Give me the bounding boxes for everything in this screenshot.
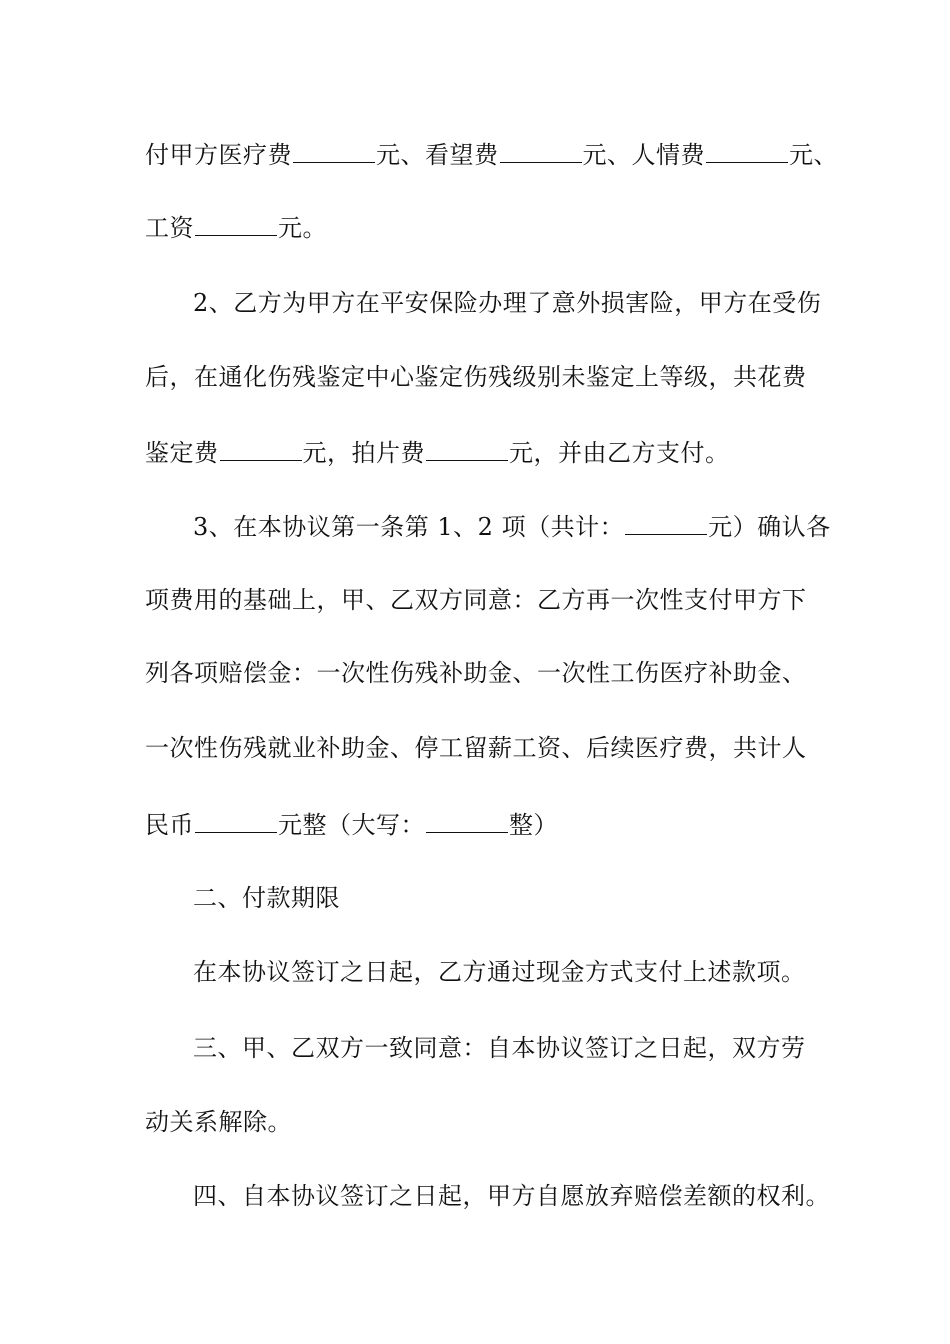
text-segment: 工资: [145, 214, 194, 242]
text-segment: 在本协议签订之日起，乙方通过现金方式支付上述款项。: [193, 958, 806, 986]
text-segment: 付甲方医疗费: [145, 141, 292, 169]
text-segment: 元。: [278, 214, 327, 242]
fill-in-blank: [625, 510, 707, 535]
paragraph-line: [193, 510, 831, 542]
paragraph-line: [145, 585, 807, 615]
text-segment: 鉴定费: [145, 439, 219, 467]
text-segment: 元、人情费: [582, 141, 705, 169]
text-segment: 动关系解除。: [145, 1108, 292, 1136]
text-segment: 一次性伤残就业补助金、停工留薪工资、后续医疗费，共计人: [145, 734, 807, 762]
text-segment: 元、看望费: [376, 141, 499, 169]
fill-in-blank: [500, 138, 582, 163]
text-segment: 元，并由乙方支付。: [509, 439, 730, 467]
fill-in-blank: [426, 808, 508, 833]
text-segment: 2、乙方为甲方在平安保险办理了意外损害险，甲方在受伤: [193, 289, 822, 317]
text-segment: 列各项赔偿金：一次性伤残补助金、一次性工伤医疗补助金、: [145, 659, 807, 687]
text-segment: 元、: [789, 141, 838, 169]
fill-in-blank: [426, 436, 508, 461]
paragraph-line: [145, 138, 838, 170]
text-segment: 元）确认各: [708, 513, 831, 541]
paragraph-line: [193, 1033, 806, 1063]
paragraph-line: [193, 957, 806, 987]
fill-in-blank: [195, 808, 277, 833]
paragraph-line: [145, 436, 730, 468]
text-segment: 后，在通化伤残鉴定中心鉴定伤残级别未鉴定上等级，共花费: [145, 363, 807, 391]
text-segment: 3、在本协议第一条第 1、2 项（共计：: [193, 513, 625, 541]
paragraph-line: [145, 808, 558, 840]
text-segment: 四、自本协议签订之日起，甲方自愿放弃赔偿差额的权利。: [193, 1182, 830, 1210]
fill-in-blank: [706, 138, 788, 163]
paragraph-line: [145, 362, 807, 392]
text-segment: 民币: [145, 811, 194, 839]
paragraph-line: [193, 288, 821, 318]
fill-in-blank: [195, 211, 277, 236]
paragraph-line: [145, 211, 327, 243]
section-heading: [193, 883, 340, 913]
paragraph-line: [145, 733, 807, 763]
paragraph-line: [145, 1107, 292, 1137]
fill-in-blank: [293, 138, 375, 163]
text-segment: 三、甲、乙双方一致同意：自本协议签订之日起，双方劳: [193, 1034, 806, 1062]
text-segment: 元整（大写：: [278, 811, 425, 839]
paragraph-line: [193, 1181, 830, 1211]
fill-in-blank: [220, 436, 302, 461]
text-segment: 项费用的基础上，甲、乙双方同意：乙方再一次性支付甲方下: [145, 586, 807, 614]
text-segment: 二、付款期限: [193, 884, 340, 912]
paragraph-line: [145, 658, 807, 688]
text-segment: 整）: [509, 811, 558, 839]
text-segment: 元，拍片费: [302, 439, 425, 467]
